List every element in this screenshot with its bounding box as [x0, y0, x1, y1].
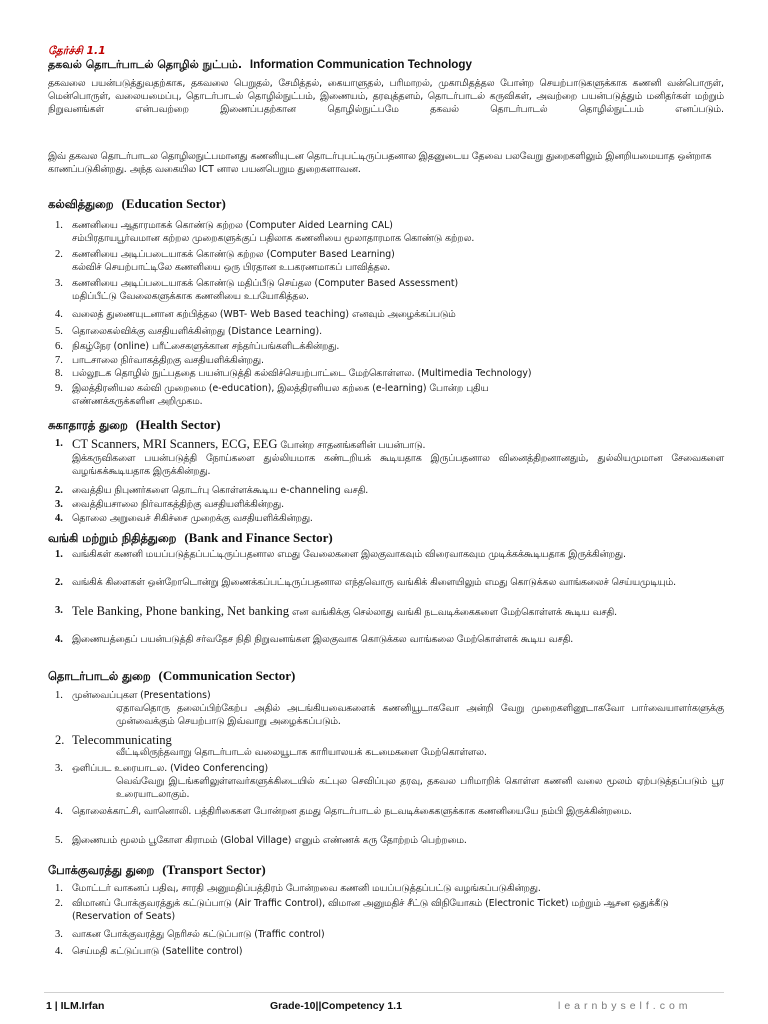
item-text-english: CT Scanners, MRI Scanners, ECG, EEG: [72, 437, 278, 451]
item-detail: இக்கருவிகளை பயன்படுத்தி நோய்களை துல்லியமாக கண்டறியக் கூடியதாக இருப்பதனால வினைத்திறனானதும், துல்லியமுமான சேவைகளை வழங்கக்கூடியதாக இருக்கின்றது.: [72, 452, 724, 477]
list-item: [55, 733, 724, 760]
list-item: [55, 368, 724, 381]
item-text: இணையத்தைப் பயன்படுத்தி சர்வதேச நிதி நிறுவனங்கள இலகுவாக கொடுக்கல வாங்கலை மேற்கொள்ளக் கூடிய வசதி.: [72, 634, 574, 645]
item-number: 1.: [55, 438, 63, 449]
bank-heading: [48, 530, 333, 547]
item-text: விமானப் போக்குவரத்துக் கட்டுப்பாடு (Air Traffic Control), விமான அனுமதிச் சீட்டு விநியோகம் (Electronic Ticket) மற்றும் ஆசன ஒதுக்கீடு (Reservation of Seats): [72, 898, 669, 922]
item-text-english: Tele Banking, Phone banking, Net banking: [72, 604, 290, 618]
item-text: கணனியை ஆதாரமாகக் கொண்டு கற்றல (Computer Aided Learning CAL): [72, 220, 393, 231]
list-item: [55, 355, 724, 368]
item-number: 2.: [55, 733, 65, 747]
item-number: 3.: [55, 605, 63, 616]
item-number: 6.: [55, 341, 63, 352]
footer-grade: Grade-10||Competency 1.1: [270, 1000, 402, 1012]
item-number: 2.: [55, 577, 63, 588]
list-item: [55, 835, 724, 848]
list-item: [55, 341, 724, 354]
item-number: 7.: [55, 355, 63, 366]
bank-heading-tamil: வங்கி மற்றும் நிதித்துறை: [48, 531, 177, 545]
item-text: கணனியை அடிப்படையாகக் கொண்டு மதிப்பீடு செய்தல (Computer Based Assessment): [72, 278, 459, 289]
list-item: [55, 604, 724, 620]
item-text: முன்வைப்புகள (Presentations): [72, 690, 211, 701]
list-item: [55, 485, 724, 498]
item-text: செய்மதி கட்டுப்பாடு (Satellite control): [72, 946, 243, 957]
item-text: மோட்டர் வாகனப் பதிவு, சாரதி அனுமதிப்பத்திரம் போன்றவை கணனி மயப்படுத்தப்பட்டு வழங்கப்படுகின்றது.: [72, 883, 541, 894]
list-item: [55, 309, 724, 322]
footer-page-author: 1 | ILM.Irfan: [46, 1000, 105, 1012]
item-text: வாகன போக்குவரத்து நெரிசல் கட்டுப்பாடு (Traffic control): [72, 929, 325, 940]
item-detail: சம்பிரதாயபூர்வமான கற்றல முறைகளுக்குப் பதிலாக கணனியை மூலாதாரமாக கொண்டு கற்றல.: [72, 232, 475, 244]
topic-title: [48, 58, 472, 73]
item-number: 3.: [55, 499, 63, 510]
list-item: [55, 326, 724, 339]
item-number: 4.: [55, 946, 63, 957]
list-item: [55, 946, 724, 959]
communication-heading-tamil: தொடர்பாடல் துறை: [48, 669, 151, 683]
item-text: கணனியை அடிப்படையாகக் கொண்டு கற்றல (Computer Based Learning): [72, 249, 395, 260]
list-item: [55, 763, 724, 802]
list-item: [55, 929, 724, 942]
list-item: [55, 883, 724, 896]
bank-heading-english: (Bank and Finance Sector): [184, 530, 333, 545]
list-item: [55, 499, 724, 512]
item-text: வங்கிக் கிளைகள் ஒன்றோடொன்று இணைக்கப்பட்டிருப்பதனால எந்தவொரு வங்கிக் கிளையிலும் எமது கொடுக்கல வாங்கலைச் செய்யமுடியும்.: [72, 577, 677, 588]
list-item: [55, 690, 724, 729]
list-item: [55, 220, 724, 246]
item-number: 2.: [55, 249, 63, 260]
item-number: 4.: [55, 806, 63, 817]
item-text: இணையம் மூலம் பூகோள கிராமம் (Global Village) எனும் எண்ணக் கரு தோற்றம் பெற்றமை.: [72, 835, 467, 846]
item-number: 8.: [55, 368, 63, 379]
item-text: ஒளிப்பட உரையாடல. (Video Conferencing): [72, 763, 269, 774]
health-heading: [48, 417, 221, 434]
item-text: போன்ற சாதனங்களின் பயன்பாடு.: [277, 440, 426, 451]
item-detail: வீட்டிலிருந்தவாறு தொடர்பாடல் வலையூடாக காரியாலயக் கடமைகளை மேற்கொள்ளல.: [116, 746, 487, 758]
item-text: இலத்திரனியல கல்வி முறைமை (e-education), இலத்திரனியல கற்கை (e-learning) போன்ற புதிய: [72, 383, 489, 394]
list-item: [55, 437, 724, 479]
item-number: 3.: [55, 278, 63, 289]
transport-heading-english: (Transport Sector): [162, 862, 266, 877]
item-detail: மதிப்பீட்டு வேலைகளுக்காக கணனியை உபயோகித்தல.: [72, 290, 309, 302]
list-item: [55, 577, 724, 590]
transport-heading: [48, 862, 266, 879]
health-heading-tamil: சுகாதாரத் துறை: [48, 418, 128, 432]
communication-heading: [48, 668, 295, 685]
item-text: தொலைக்காட்சி, வானொலி. பத்திரிகைகள போன்றன தமது தொடர்பாடல் நடவடிக்கைகளுக்காக கணனியையே நம்பி இருக்கின்றமை.: [72, 806, 632, 817]
list-item: [55, 249, 724, 275]
item-number: 1.: [55, 883, 63, 894]
intro-paragraph-2: இவ் தகவல தொடர்பாடல தொழிலநுட்பமானது கணனியுடன தொடர்புபட்டிருப்பதனால இதனுடைய தேவை பலவேறு துறைகளிலும் இனறியமையாத ஒன்றாக காணப்படுகின்றது. அந்த வகையில ICT னால பயனபெறும துறைகளாவன.: [48, 151, 712, 176]
footer-divider: [44, 992, 724, 993]
education-heading-tamil: கல்வித்துறை: [48, 197, 114, 211]
item-detail: ஏதாவதொரு தலைப்பிற்கேற்ப அதில் அடங்கியவைகளைக் கணனியூடாகவோ அன்றி வேறு முறைகளினூடாகவோ பார்வையாளர்களுக்கு முன்வைக்கும் செயற்பாடு இவ்வாறு அழைக்கப்படும்.: [116, 702, 724, 727]
item-number: 2.: [55, 485, 63, 496]
item-text: வைத்தியசாலை நிர்வாகத்திற்கு வசதியளிக்கின்றது.: [72, 499, 285, 510]
education-heading-english: (Education Sector): [121, 196, 226, 211]
intro-paragraph-1: தகவலை பயன்படுத்துவதற்காக, தகவலை பெறுதல், சேமித்தல், கையாளுதல், பரிமாறல், முகாமிதத்தல போன்ற செயற்பாடுகளுக்காக கணனி வன்பொருள், மென்பொருள், வலையமைப்பு, தொடர்பாடல் தொழில்நுட்பம், இணையம், தரவுத்தளம், தொடர்பாடல் கருவிகள், அவற்றை பயன்படுத்தும் மனிதர்கள் மற்றும் நிறுவனங்கள் என்பவற்றை இணைப்பதற்கான தொழில்நுட்பமே தகவல் தொடர்பாடல் தொழில்நுட்பம் எனப்படும்.: [48, 78, 724, 116]
item-number: 3.: [55, 929, 63, 940]
list-item: [55, 278, 724, 304]
item-text: வங்கிகள் கணனி மயப்படுத்தப்பட்டிருப்பதனால எமது வேலைகளை இலகுவாகவும் விரைவாகவும முடிக்கக்கூடியதாக இருக்கின்றது.: [72, 549, 626, 560]
item-text: Telecommunicating: [72, 733, 172, 747]
list-item: [55, 898, 724, 924]
footer-website: learnbyself.com: [558, 1000, 692, 1012]
item-number: 9.: [55, 383, 63, 394]
item-text: நிகழ்நேர (online) பரீட்சைகளுக்கான சந்தர்ப்பங்களிடக்கின்றது.: [72, 341, 340, 352]
item-number: 1.: [55, 549, 63, 560]
item-text: பல்லூடக தொழில் நுட்பததை பயன்படுத்தி கல்விச்செயற்பாட்டை மேற்கொள்ளல. (Multimedia Technology): [72, 368, 532, 379]
list-item: [55, 513, 724, 526]
item-detail: எண்ணக்கருக்களின அறிமுகம.: [72, 395, 203, 407]
topic-title-tamil: தகவல் தொடர்பாடல் தொழில் நுட்பம்.: [48, 58, 243, 71]
item-number: 1.: [55, 690, 63, 701]
communication-heading-english: (Communication Sector): [158, 668, 296, 683]
item-number: 3.: [55, 763, 63, 774]
item-detail: வெவ்வேறு இடங்களிலுள்ளவர்களுக்கிடையில் கட்புல செவிப்புல தரவு, தகவல பரிமாறிக் கொள்ள கணனி வலை மூலம் ஏற்படுத்தப்படும் பூர உரையாடலாகும்.: [116, 775, 724, 800]
item-text: தொலை அறுவைச் சிகிச்சை முறைக்கு வசதியளிக்கின்றது.: [72, 513, 313, 524]
item-detail: கல்விச் செயற்பாட்டிலே கணனியை ஒரு பிரதான உபகரணமாகப் பாவித்தல.: [72, 261, 391, 273]
item-number: 5.: [55, 835, 63, 846]
list-item: [55, 806, 724, 819]
item-text: என வங்கிக்கு செல்லாது வங்கி நடவடிக்கைகளை மேற்கொள்ளக் கூடிய வசதி.: [289, 607, 618, 618]
item-text: தொலைகல்விக்கு வசதியளிக்கின்றது (Distance Learning).: [72, 326, 323, 337]
item-text: வலைத் துணையுடனான கற்பித்தல (WBT- Web Based teaching) எனவும் அழைக்கப்படும்: [72, 309, 456, 320]
item-number: 2.: [55, 898, 63, 909]
item-number: 1.: [55, 220, 63, 231]
list-item: [55, 383, 724, 409]
item-number: 4.: [55, 634, 63, 645]
list-item: [55, 549, 724, 562]
item-text: வைத்திய நிபுணர்களை தொடர்பு கொள்ளக்கூடிய e-channeling வசதி.: [72, 485, 369, 496]
item-number: 4.: [55, 513, 63, 524]
health-heading-english: (Health Sector): [135, 417, 221, 432]
education-heading: [48, 196, 226, 213]
item-text: பாடசாலை நிர்வாகத்திறகு வசதியளிக்கின்றது.: [72, 355, 264, 366]
transport-heading-tamil: போக்குவரத்து துறை: [48, 863, 155, 877]
competency-label: தேர்ச்சி 1.1: [48, 44, 106, 57]
list-item: [55, 634, 724, 647]
item-number: 4.: [55, 309, 63, 320]
topic-title-english: Information Communication Technology: [249, 58, 472, 71]
item-number: 5.: [55, 326, 63, 337]
